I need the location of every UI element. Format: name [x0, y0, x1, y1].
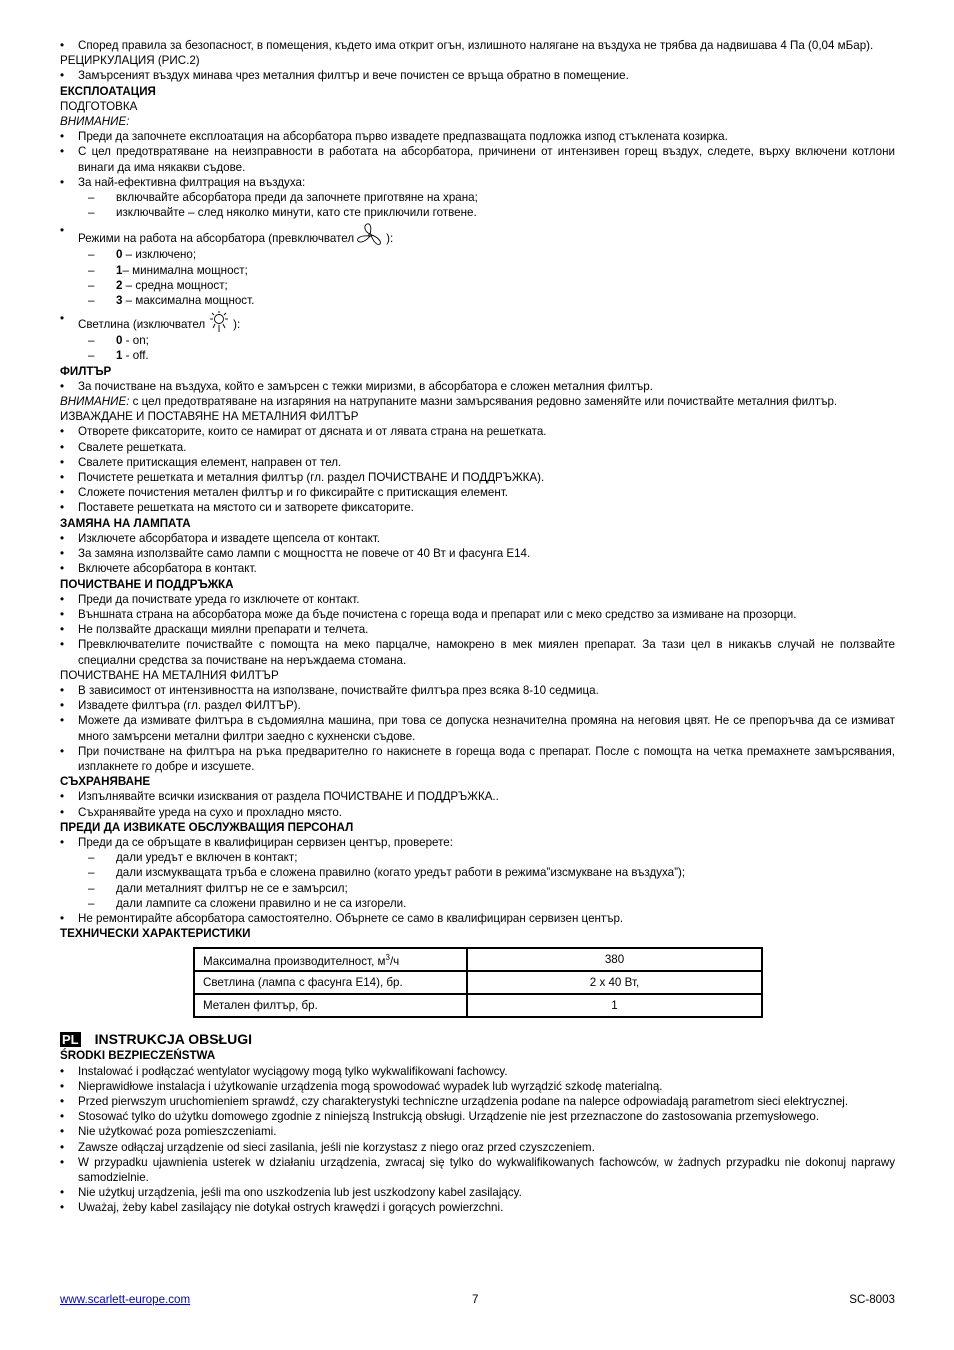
dash-item: – дали уредът е включен в контакт; — [60, 850, 895, 865]
dash-item: – изключвайте – след няколко минути, като сте приключили готвене. — [60, 205, 895, 220]
model-number: SC-8003 — [849, 1293, 895, 1306]
pl-language-badge: PL — [62, 1032, 79, 1048]
section-heading: ПРЕДИ ДА ИЗВИКАТЕ ОБСЛУЖВАЩИЯ ПЕРСОНАЛ — [60, 820, 354, 834]
bullet-item: • Преди да се обръщате в квалифициран сервизен център, проверете: — [60, 835, 895, 850]
bullet-item: • Сложете почистения метален филтър и го фиксирайте с притискащия елемент. — [60, 485, 895, 500]
website-link[interactable]: www.scarlett-europe.com — [60, 1293, 191, 1306]
bullet-item: • Uważaj, żeby kabel zasilający nie dotykał ostrych krawędzi i gorących powierzchni. — [60, 1200, 895, 1215]
bullet-item: • Не ремонтирайте абсорбатора самостоятелно. Обърнете се само в квалифициран сервизен център. — [60, 911, 895, 926]
bullet-item: • Поставете решетката на мястото си и затворете фиксаторите. — [60, 500, 895, 515]
item-text: Режими на работа на абсорбатора (превключвател — [78, 232, 355, 246]
mode-text: - on; — [122, 334, 149, 348]
fan-mode-item — [60, 223, 895, 247]
bullet-item: • Изключете абсорбатора и извадете щепсела от контакт. — [60, 531, 895, 546]
mode-item — [60, 348, 895, 363]
fan-icon — [355, 223, 385, 247]
bullet-item: • Извадете филтъра (гл. раздел ФИЛТЪР). — [60, 698, 895, 713]
item-text-end: ): — [233, 318, 241, 332]
dash-item: – дали лампите са сложени правилно и не са изгорели. — [60, 896, 895, 911]
section-heading: ŚRODKI BEZPIECZEŃSTWA — [60, 1049, 216, 1063]
bullet-item: • Според правила за безопасност, в помещения, където има открит огън, излишното налягане на въздуха не трябва да надвишава 4 Па (0,04 мБар). — [60, 38, 895, 53]
polish-section — [60, 1048, 895, 1215]
bullet-item: • Съхранявайте уреда на сухо и прохладно място. — [60, 805, 895, 820]
dash-item: – включвайте абсорбатора преди да започнете приготвяне на храна; — [60, 190, 895, 205]
item-text: Светлина (изключвател — [78, 318, 206, 332]
bullet-item: • Instalować i podłączać wentylator wyciągowy mogą tylko wykwalifikowani fachowcy. — [60, 1064, 895, 1079]
bullet-item: • Отворете фиксаторите, които се намират от дясната и от лявата страна на решетката. — [60, 424, 895, 439]
mode-number: 0 — [116, 248, 123, 262]
bullet-item: • За замяна използвайте само лампи с мощността не повече от 40 Вт и фасунга Е14. — [60, 546, 895, 561]
mode-text: – минимална мощност; — [122, 263, 248, 277]
mode-text: - off. — [122, 349, 149, 363]
bullet-item: • Превключвателите почиствайте с помощта на меко парцалче, намокрено в мек миялен препарат. За тази цел в никакъв случай не ползвайте специални средства за почистване на неръждаема стомана. — [60, 637, 895, 667]
spec-label — [194, 994, 467, 1017]
spec-value: 1 — [467, 994, 762, 1017]
pl-title: INSTRUKCJA OBSŁUGI — [94, 1031, 253, 1048]
spec-label — [194, 971, 467, 994]
pl-section-heading — [60, 1030, 895, 1048]
mode-text: – средна мощност; — [122, 278, 228, 292]
bullet-item: • W przypadku ujawnienia usterek w działaniu urządzenia, zwracaj się tylko do wykwalifikowanych fachowców, w żadnych przypadku nie dokonuj naprawy samodzielnie. — [60, 1155, 895, 1185]
bullet-item: • За почистване на въздуха, който е замърсен с тежки миризми, в абсорбатора е сложен металния филтър. — [60, 379, 895, 394]
page-number: 7 — [472, 1293, 479, 1306]
subheading: РЕЦИРКУЛАЦИЯ (РИС.2) — [60, 54, 200, 68]
section-heading: ЗАМЯНА НА ЛАМПАТА — [60, 516, 191, 530]
mode-item — [60, 263, 895, 278]
mode-item — [60, 293, 895, 308]
spec-label-text: Максимална производителност, м — [203, 955, 386, 969]
bullet-item: • Nie użytkuj urządzenia, jeśli ma ono uszkodzenia lub jest uszkodzony kabel zasilający. — [60, 1185, 895, 1200]
bullet-item: • Можете да измивате филтъра в съдомиялна машина, при това се допуска незначителна промяна на неговия цвят. Не се препоръчва да се измиват много замърсени метални филтри заедно с кухненски съдове. — [60, 713, 895, 743]
mode-number: 3 — [116, 294, 123, 308]
spec-label — [194, 948, 467, 971]
subheading: ПОДГОТОВКА — [60, 99, 138, 113]
dash-item: – дали изсмукващата тръба е сложена правилно (когато уредът работи в режима”изсмукване на въздуха”); — [60, 865, 895, 880]
mode-item — [60, 278, 895, 293]
bullet-item: • Външната страна на абсорбатора може да бъде почистена с гореща вода и препарат или с меко средство за измиване на прозорци. — [60, 607, 895, 622]
bullet-item: • Включете абсорбатора в контакт. — [60, 561, 895, 576]
document-body — [60, 38, 895, 1216]
bullet-item: • Замърсеният въздух минава чрез металния филтър и вече почистен се връща обратно в помещение. — [60, 68, 895, 83]
spec-row — [194, 948, 762, 971]
bullet-item: • При почистване на филтъра на ръка предварително го накиснете в гореща вода с препарат. После с помощта на четка премахнете замърсявания, изплакнете го добре и изсушете. — [60, 744, 895, 774]
mode-item — [60, 247, 895, 262]
bullet-item: • Изпълнявайте всички изисквания от раздела ПОЧИСТВАНЕ И ПОДДРЪЖКА.. — [60, 789, 895, 804]
bullet-item: • В зависимост от интензивността на използване, почиствайте филтъра през всяка 8-10 седмица. — [60, 683, 895, 698]
spec-label-text: Метален филтър, бр. — [203, 999, 318, 1013]
section-heading: ПОЧИСТВАНЕ И ПОДДРЪЖКА — [60, 577, 234, 591]
note-paragraph — [60, 394, 895, 409]
mode-text: – изключено; — [122, 248, 197, 262]
note-label: ВНИМАНИЕ: — [60, 395, 130, 409]
bullet-item: • Не ползвайте драскащи миялни препарати и телчета. — [60, 622, 895, 637]
bulgarian-section — [60, 38, 895, 941]
light-icon — [206, 311, 232, 333]
bullet-item: • Nie użytkować poza pomieszczeniami. — [60, 1124, 895, 1139]
spec-label-suffix: /ч — [389, 955, 400, 969]
spec-value: 2 х 40 Вт, — [467, 971, 762, 994]
bullet-item: • Свалете решетката. — [60, 440, 895, 455]
subheading: ПОЧИСТВАНЕ НА МЕТАЛНИЯ ФИЛТЪР — [60, 668, 279, 682]
bullet-item: • Преди да започнете експлоатация на абсорбатора първо извадете предпазващата подложка изпод стъклената козирка. — [60, 129, 895, 144]
section-heading: СЪХРАНЯВАНЕ — [60, 775, 151, 789]
spec-row — [194, 994, 762, 1017]
bullet-item: • С цел предотвратяване на неизправности в работата на абсорбатора, причинени от интензивен горещ въздух, следете, върху включени котлони винаги да има някакви съдове. — [60, 144, 895, 174]
mode-text: – максимална мощност. — [122, 294, 255, 308]
section-heading: ТЕХНИЧЕСКИ ХАРАКТЕРИСТИКИ — [60, 927, 251, 941]
spec-table — [193, 947, 763, 1018]
subheading: ИЗВАЖДАНЕ И ПОСТАВЯНЕ НА МЕТАЛНИЯ ФИЛТЪР — [60, 410, 359, 424]
note-text: с цел предотвратяване на изгаряния на натрупаните мазни замърсявания редовно заменяйте или почиствайте металния филтър. — [129, 395, 838, 409]
section-heading: ФИЛТЪР — [60, 364, 112, 378]
light-mode-item — [60, 311, 895, 333]
mode-number: 0 — [116, 334, 123, 348]
section-heading: ЕКСПЛОАТАЦИЯ — [60, 84, 156, 98]
item-text-end: ): — [386, 232, 394, 246]
bullet-item: • Nieprawidłowe instalacja i użytkowanie urządzenia mogą spowodować wypadek lub wyrządzić szkodę materialną. — [60, 1079, 895, 1094]
mode-number: 1 — [116, 263, 123, 277]
spec-label-text: Светлина (лампа с фасунга Е14), бр. — [203, 976, 403, 990]
bullet-item: • За най-ефективна филтрация на въздуха: — [60, 175, 895, 190]
bullet-item: • Stosować tylko do użytku domowego zgodnie z niniejszą Instrukcją obsługi. Urządzenie nie jest przeznaczone do zastosowania przemysłowego. — [60, 1109, 895, 1124]
spec-value: 380 — [467, 948, 762, 971]
bullet-item: • Zawsze odłączaj urządzenie od sieci zasilania, jeśli nie korzystasz z niego oraz przed czyszczeniem. — [60, 1140, 895, 1155]
bullet-item: • Почистете решетката и металния филтър (гл. раздел ПОЧИСТВАНЕ И ПОДДРЪЖКА). — [60, 470, 895, 485]
spec-label-sup: 3 — [385, 953, 390, 963]
bullet-item: • Свалете притискащия елемент, направен от тел. — [60, 455, 895, 470]
mode-item — [60, 333, 895, 348]
mode-number: 1 — [116, 349, 123, 363]
bullet-item: • Przed pierwszym uruchomieniem sprawdź, czy charakterystyki techniczne urządzenia podane na nalepce odpowiadają parametrom sieci elektrycznej. — [60, 1094, 895, 1109]
bullet-item: • Преди да почиствате уреда го изключете от контакт. — [60, 592, 895, 607]
dash-item: – дали металният филтър не се е замърсил; — [60, 881, 895, 896]
mode-number: 2 — [116, 278, 123, 292]
spec-row — [194, 971, 762, 994]
note-label: ВНИМАНИЕ: — [60, 115, 130, 129]
